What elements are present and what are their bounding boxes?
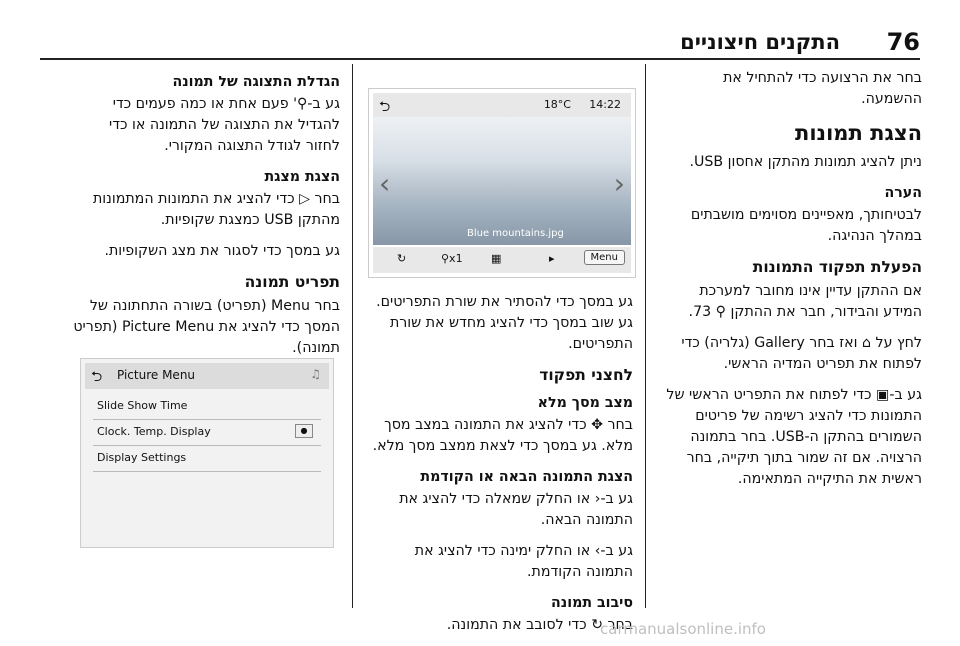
rotate-text: בחר ↻ כדי לסובב את התמונה.: [446, 617, 633, 633]
status-bar: [373, 93, 631, 117]
activate-text-2: לחץ על ⌂ ואז בחר Gallery (גלריה) כדי לפתוח את תפריט המדיה הראשי.: [681, 335, 922, 372]
function-bar: [373, 247, 631, 273]
next-text: גע ב-‹ או החלק שמאלה כדי להציג את התמונה הבאה.: [399, 491, 633, 528]
zoom-icon[interactable]: ⚲x1: [441, 252, 463, 265]
column-divider-left: [352, 64, 353, 608]
slideshow-icon[interactable]: ▸: [549, 252, 555, 265]
note-title: הערה: [884, 185, 922, 201]
page-number: 76: [886, 28, 920, 56]
photo-display[interactable]: [373, 117, 631, 245]
column-divider-right: [645, 64, 646, 608]
picture-menu-header: [85, 363, 329, 389]
slideshow-heading: הצגת מצגת: [264, 169, 340, 185]
gallery-screen: [368, 88, 636, 278]
activate-text-3: גע ב-▣ כדי לפתוח את התפריט הראשי של התמונות כדי להציג רשימה של פריטים השמורים בהתקן ה-USB. בחר בתמונה הרצויה. אם זה שמור בתוך תיקייה, בחר ראשית את התיקייה המתאימה.: [666, 387, 922, 487]
fullscreen-icon[interactable]: ▦: [491, 252, 502, 265]
right-column: [660, 68, 922, 500]
photo-filename: Blue mountains.jpg: [467, 228, 564, 239]
menu-heading: תפריט תמונה: [244, 273, 340, 291]
picture-menu-screen: [80, 358, 334, 548]
watermark: carmanualsonline.info: [600, 620, 766, 638]
activate-text-1: אם ההתקן עדיין אינו מחובר למערכת המידע והבידור, חבר את ההתקן ⚲ 73.: [688, 283, 922, 320]
menu-item-label: Display Settings: [97, 451, 187, 464]
menu-item-label: Clock. Temp. Display: [97, 425, 211, 438]
menu-item-clock-temp-display[interactable]: [93, 419, 321, 446]
buttons-heading: לחצני תפקוד: [539, 366, 633, 384]
rotate-icon[interactable]: ↻: [397, 252, 407, 265]
back-icon[interactable]: ⮌: [379, 99, 391, 115]
chevron-left-icon[interactable]: ‹: [379, 167, 391, 200]
menu-item-label: Slide Show Time: [97, 399, 188, 412]
clock-readout: 14:22: [589, 98, 621, 111]
menu-text: בחר Menu (תפריט) בשורה התחתונה של המסך כדי להציג את Picture Menu (תפריט תמונה).: [73, 298, 340, 356]
slideshow-text-1: בחר ▷ כדי להציג את התמונות המתמונות מהתקן USB כמצגת שקופיות.: [92, 191, 340, 228]
rotate-heading: סיבוב תמונה: [551, 595, 633, 611]
zoom-text: גע ב-⚲' פעם אחת או כמה פעמים כדי להגדיל את התצוגה של התמונה או כדי לחזור לגודל התצוגה המקורי.: [109, 96, 340, 154]
page-header: [40, 26, 920, 56]
zoom-heading: הגדלת התצוגה של תמונה: [172, 74, 340, 90]
note-body: לבטיחותך, מאפיינים מסוימים מושבתים במהלך הנהיגה.: [690, 207, 922, 244]
menu-item-display-settings[interactable]: [93, 445, 321, 472]
middle-column: [365, 292, 633, 646]
toggle-icon[interactable]: ●: [295, 424, 313, 438]
intro-text: בחר את הרצועה כדי להתחיל את ההשמעה.: [723, 70, 922, 107]
header-divider: [40, 58, 920, 60]
prev-text: גע ב-› או החלק ימינה כדי להציג את התמונה הקודמת.: [414, 543, 633, 580]
show-pictures-heading: הצגת תמונות: [795, 121, 922, 145]
slideshow-text-2: גע במסך כדי לסגור את מצג השקופיות.: [104, 243, 340, 259]
back-icon[interactable]: ⮌: [91, 369, 103, 385]
page-title: התקנים חיצוניים: [680, 30, 840, 54]
show-pictures-text: ניתן להציג תמונות מהתקן אחסון USB.: [689, 154, 922, 170]
fullscreen-text: בחר ✥ כדי להציג את התמונה במצב מסך מלא. גע במסך כדי לצאת ממצב מסך מלא.: [372, 417, 633, 454]
picture-menu-title: Picture Menu: [117, 368, 196, 382]
touch-text: גע במסך כדי להסתיר את שורת התפריטים. גע שוב במסך כדי להציג מחדש את שורת התפריטים.: [376, 294, 633, 352]
menu-button[interactable]: Menu: [584, 250, 625, 265]
left-column: [72, 64, 340, 369]
chevron-right-icon[interactable]: ›: [613, 167, 625, 200]
activate-heading: הפעלת תפקוד התמונות: [752, 258, 922, 276]
fullscreen-heading: מצב מסך מלא: [537, 395, 633, 411]
music-note-icon[interactable]: ♫: [310, 367, 321, 381]
next-prev-heading: הצגת התמונה הבאה או הקודמת: [420, 469, 633, 485]
menu-item-slide-show-time[interactable]: [93, 393, 321, 420]
temperature-readout: 18°C: [543, 98, 571, 111]
